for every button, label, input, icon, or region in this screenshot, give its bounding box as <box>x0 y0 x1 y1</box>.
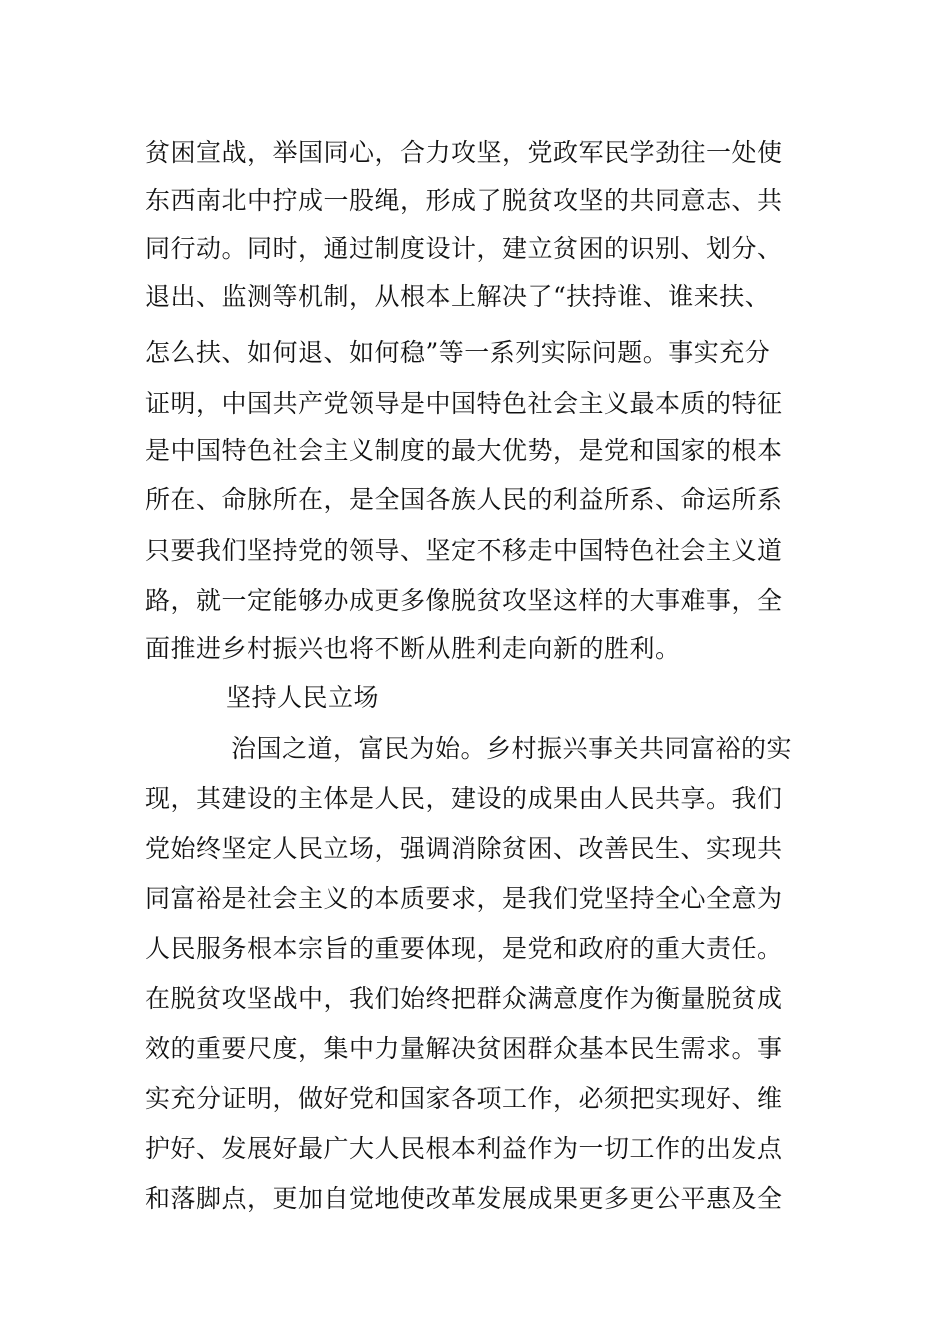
paragraph-1-line-8: 所在、命脉所在，是全国各族人民的利益所系、命运所系 <box>145 485 783 514</box>
paragraph-1-line-4: 退出、监测等机制，从根本上解决了“扶持谁、谁来扶、 <box>145 282 771 311</box>
paragraph-1-line-5: 怎么扶、如何退、如何稳”等一系列实际问题。事实充分 <box>145 338 771 367</box>
paragraph-2-line-8: 实充分证明，做好党和国家各项工作，必须把实现好、维 <box>145 1084 783 1113</box>
section-heading: 坚持人民立场 <box>226 683 380 712</box>
paragraph-1-line-11: 面推进乡村振兴也将不断从胜利走向新的胜利。 <box>145 634 681 663</box>
paragraph-2-line-2: 现，其建设的主体是人民，建设的成果由人民共享。我们 <box>145 784 783 813</box>
paragraph-1-line-9: 只要我们坚持党的领导、坚定不移走中国特色社会主义道 <box>145 536 783 565</box>
paragraph-2-line-9: 护好、发展好最广大人民根本利益作为一切工作的出发点 <box>145 1134 783 1163</box>
paragraph-1-line-6: 证明，中国共产党领导是中国特色社会主义最本质的特征 <box>145 389 783 418</box>
paragraph-2-line-10: 和落脚点，更加自觉地使改革发展成果更多更公平惠及全 <box>145 1184 783 1213</box>
paragraph-2-line-5: 人民服务根本宗旨的重要体现，是党和政府的重大责任。 <box>145 934 783 963</box>
paragraph-2-line-6: 在脱贫攻坚战中，我们始终把群众满意度作为衡量脱贫成 <box>145 984 783 1013</box>
paragraph-1-line-2: 东西南北中拧成一股绳，形成了脱贫攻坚的共同意志、共 <box>145 186 783 215</box>
paragraph-2-line-3: 党始终坚定人民立场，强调消除贫困、改善民生、实现共 <box>145 834 783 863</box>
paragraph-2-line-4: 同富裕是社会主义的本质要求，是我们党坚持全心全意为 <box>145 884 783 913</box>
paragraph-1-line-1: 贫困宣战，举国同心，合力攻坚，党政军民学劲往一处使 <box>145 138 783 167</box>
paragraph-2-line-7: 效的重要尺度，集中力量解决贫困群众基本民生需求。事 <box>145 1034 783 1063</box>
paragraph-2-line-1: 治国之道，富民为始。乡村振兴事关共同富裕的实 <box>231 734 793 763</box>
paragraph-1-line-10: 路，就一定能够办成更多像脱贫攻坚这样的大事难事，全 <box>145 586 783 615</box>
paragraph-1-line-7: 是中国特色社会主义制度的最大优势，是党和国家的根本 <box>145 436 783 465</box>
paragraph-1-line-3: 同行动。同时，通过制度设计，建立贫困的识别、划分、 <box>145 234 783 263</box>
